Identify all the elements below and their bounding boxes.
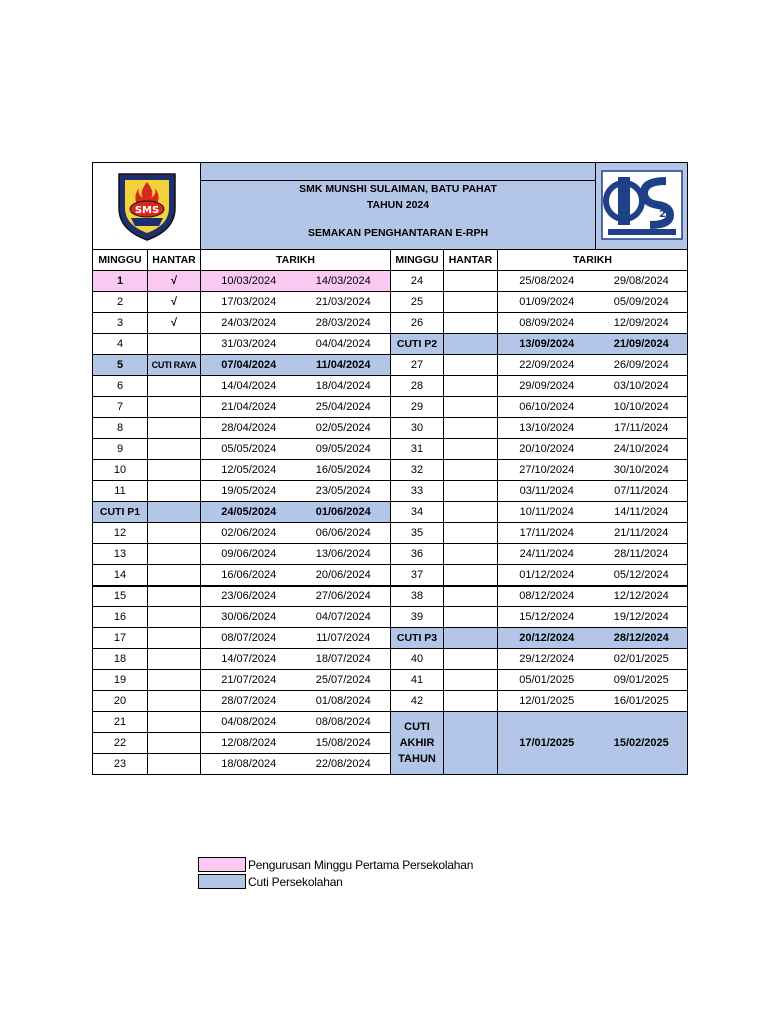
week-cell: 7: [93, 397, 148, 418]
erph-schedule-table: [92, 162, 688, 775]
table-row: [93, 376, 688, 397]
col-hantar-left: HANTAR: [148, 250, 201, 271]
date-end-cell: 05/09/2024: [596, 292, 688, 313]
hantar-cell: √: [148, 313, 201, 334]
date-start-cell: 18/08/2024: [201, 754, 297, 775]
week-cell: CUTI P1: [93, 502, 148, 523]
hantar-cell: [148, 523, 201, 544]
date-start-cell: 31/03/2024: [201, 334, 297, 355]
date-start-cell: 10/03/2024: [201, 271, 297, 292]
date-end-cell: 01/08/2024: [297, 691, 391, 712]
week-cell: 39: [391, 607, 444, 628]
date-start-cell: 12/01/2025: [498, 691, 596, 712]
document-title: SEMAKAN PENGHANTARAN E-RPH: [307, 227, 489, 239]
date-start-cell: 15/12/2024: [498, 607, 596, 628]
table-row: [93, 628, 688, 649]
anniversary-logo-cell: [596, 163, 688, 250]
week-cell: 25: [391, 292, 444, 313]
date-end-cell: 09/05/2024: [297, 439, 391, 460]
date-end-cell: 11/07/2024: [297, 628, 391, 649]
week-cell: 16: [93, 607, 148, 628]
date-end-cell: 04/04/2024: [297, 334, 391, 355]
date-end-cell: 01/06/2024: [297, 502, 391, 523]
hantar-cell: [148, 376, 201, 397]
col-minggu-right: MINGGU: [391, 250, 444, 271]
date-end-cell: 18/04/2024: [297, 376, 391, 397]
date-start-cell: 30/06/2024: [201, 607, 297, 628]
hantar-cell: [444, 418, 498, 439]
date-end-cell: 23/05/2024: [297, 481, 391, 502]
week-cell: 32: [391, 460, 444, 481]
date-end-cell: 11/04/2024: [297, 355, 391, 376]
hantar-cell: [444, 313, 498, 334]
date-start-cell: 17/11/2024: [498, 523, 596, 544]
hantar-cell: [444, 691, 498, 712]
hantar-cell: [148, 754, 201, 775]
date-end-cell: 17/11/2024: [596, 418, 688, 439]
week-cell: 36: [391, 544, 444, 565]
date-start-cell: 02/06/2024: [201, 523, 297, 544]
date-start-cell: 14/04/2024: [201, 376, 297, 397]
week-cell: 4: [93, 334, 148, 355]
date-end-cell: 21/11/2024: [596, 523, 688, 544]
hantar-cell: [444, 397, 498, 418]
date-start-cell: 08/07/2024: [201, 628, 297, 649]
week-cell: 23: [93, 754, 148, 775]
week-cell: 11: [93, 481, 148, 502]
hantar-cell: √: [148, 271, 201, 292]
legend-item-holiday: [198, 873, 473, 890]
hantar-cell: [444, 544, 498, 565]
school-crest-icon: [109, 168, 185, 242]
date-start-cell: 24/05/2024: [201, 502, 297, 523]
date-end-cell: 02/05/2024: [297, 418, 391, 439]
table-row: [93, 418, 688, 439]
week-cell: 33: [391, 481, 444, 502]
hantar-cell: [444, 376, 498, 397]
title-block: [201, 163, 596, 250]
school-logo-cell: [93, 163, 201, 250]
date-start-cell: 19/05/2024: [201, 481, 297, 502]
date-start-cell: 14/07/2024: [201, 649, 297, 670]
week-cell: 18: [93, 649, 148, 670]
hantar-cell: [444, 607, 498, 628]
date-end-cell: 08/08/2024: [297, 712, 391, 733]
column-header-row: [93, 250, 688, 271]
week-cell: 12: [93, 523, 148, 544]
hantar-cell: [148, 565, 201, 586]
date-start-cell: 06/10/2024: [498, 397, 596, 418]
date-end-cell: 29/08/2024: [596, 271, 688, 292]
week-cell: 28: [391, 376, 444, 397]
date-start-cell: 21/07/2024: [201, 670, 297, 691]
week-cell: 17: [93, 628, 148, 649]
date-end-cell: 02/01/2025: [596, 649, 688, 670]
date-end-cell: 22/08/2024: [297, 754, 391, 775]
date-end-cell: 10/10/2024: [596, 397, 688, 418]
week-cell: 30: [391, 418, 444, 439]
table-row: [93, 355, 688, 376]
date-end-cell: 12/12/2024: [596, 586, 688, 607]
date-start-cell: 05/01/2025: [498, 670, 596, 691]
date-start-cell: 17/03/2024: [201, 292, 297, 313]
hantar-cell: [148, 481, 201, 502]
week-cell: 21: [93, 712, 148, 733]
date-end-cell: 16/05/2024: [297, 460, 391, 481]
date-end-cell: 25/07/2024: [297, 670, 391, 691]
week-cell: 35: [391, 523, 444, 544]
legend-label: Pengurusan Minggu Pertama Persekolahan: [248, 857, 474, 872]
table-row: [93, 691, 688, 712]
legend: [198, 856, 473, 890]
week-cell: 31: [391, 439, 444, 460]
date-start-cell: 12/05/2024: [201, 460, 297, 481]
hantar-cell: [148, 586, 201, 607]
table-row: [93, 481, 688, 502]
hantar-cell: [444, 586, 498, 607]
week-cell: 15: [93, 586, 148, 607]
date-end-cell: 12/09/2024: [596, 313, 688, 334]
table-row: [93, 292, 688, 313]
hantar-cell: [148, 628, 201, 649]
year-end-break-start: 17/01/2025: [498, 712, 596, 775]
hantar-cell: [148, 439, 201, 460]
date-start-cell: 08/12/2024: [498, 586, 596, 607]
col-tarikh-right: TARIKH: [498, 250, 688, 271]
week-cell: 19: [93, 670, 148, 691]
date-start-cell: 05/05/2024: [201, 439, 297, 460]
date-end-cell: 05/12/2024: [596, 565, 688, 586]
week-cell: 8: [93, 418, 148, 439]
table-row: [93, 460, 688, 481]
table-row: [93, 334, 688, 355]
date-end-cell: 27/06/2024: [297, 586, 391, 607]
date-end-cell: 15/08/2024: [297, 733, 391, 754]
date-start-cell: 01/09/2024: [498, 292, 596, 313]
date-start-cell: 24/11/2024: [498, 544, 596, 565]
hantar-cell: [444, 523, 498, 544]
date-end-cell: 20/06/2024: [297, 565, 391, 586]
week-cell: 14: [93, 565, 148, 586]
date-end-cell: 28/12/2024: [596, 628, 688, 649]
date-start-cell: 03/11/2024: [498, 481, 596, 502]
date-start-cell: 29/09/2024: [498, 376, 596, 397]
week-cell: 22: [93, 733, 148, 754]
date-start-cell: 01/12/2024: [498, 565, 596, 586]
svg-text:25: 25: [658, 208, 673, 220]
date-start-cell: 29/12/2024: [498, 649, 596, 670]
week-cell: 13: [93, 544, 148, 565]
hantar-cell: [444, 670, 498, 691]
hantar-cell: [444, 271, 498, 292]
week-cell: 20: [93, 691, 148, 712]
week-cell: 3: [93, 313, 148, 334]
date-start-cell: 20/10/2024: [498, 439, 596, 460]
year-end-break-end: 15/02/2025: [596, 712, 688, 775]
date-end-cell: 30/10/2024: [596, 460, 688, 481]
date-start-cell: 04/08/2024: [201, 712, 297, 733]
date-end-cell: 21/03/2024: [297, 292, 391, 313]
table-row: [93, 544, 688, 565]
school-name: SMK MUNSHI SULAIMAN, BATU PAHAT: [299, 183, 497, 195]
date-start-cell: 22/09/2024: [498, 355, 596, 376]
legend-swatch-blue: [198, 874, 246, 889]
hantar-cell: [444, 502, 498, 523]
week-cell: 2: [93, 292, 148, 313]
date-start-cell: 10/11/2024: [498, 502, 596, 523]
table-row: [93, 271, 688, 292]
legend-label: Cuti Persekolahan: [248, 874, 343, 889]
hantar-cell: [444, 628, 498, 649]
table-row: [93, 502, 688, 523]
week-cell: 40: [391, 649, 444, 670]
date-end-cell: 14/03/2024: [297, 271, 391, 292]
hantar-cell: [444, 481, 498, 502]
hantar-cell: [444, 439, 498, 460]
hantar-cell: CUTI RAYA: [148, 355, 201, 376]
week-cell: 5: [93, 355, 148, 376]
date-start-cell: 07/04/2024: [201, 355, 297, 376]
date-start-cell: 21/04/2024: [201, 397, 297, 418]
date-start-cell: 28/04/2024: [201, 418, 297, 439]
date-start-cell: 24/03/2024: [201, 313, 297, 334]
hantar-cell: [148, 460, 201, 481]
hantar-cell: [148, 397, 201, 418]
date-end-cell: 07/11/2024: [596, 481, 688, 502]
date-start-cell: 12/08/2024: [201, 733, 297, 754]
week-cell: 24: [391, 271, 444, 292]
date-start-cell: 13/09/2024: [498, 334, 596, 355]
week-cell: 26: [391, 313, 444, 334]
date-start-cell: 13/10/2024: [498, 418, 596, 439]
legend-item-first-week: [198, 856, 473, 873]
date-end-cell: 09/01/2025: [596, 670, 688, 691]
week-cell: 9: [93, 439, 148, 460]
week-cell: CUTI P2: [391, 334, 444, 355]
date-start-cell: 16/06/2024: [201, 565, 297, 586]
col-minggu-left: MINGGU: [93, 250, 148, 271]
date-end-cell: 18/07/2024: [297, 649, 391, 670]
hantar-cell: √: [148, 292, 201, 313]
week-cell: CUTI P3: [391, 628, 444, 649]
table-row: [93, 439, 688, 460]
week-cell: 1: [93, 271, 148, 292]
hantar-cell: [148, 418, 201, 439]
col-hantar-right: HANTAR: [444, 250, 498, 271]
table-row: [93, 565, 688, 586]
header-row: [93, 163, 688, 250]
svg-text:SMS: SMS: [134, 204, 159, 216]
hantar-cell: [148, 334, 201, 355]
hantar-cell: [148, 691, 201, 712]
date-start-cell: 23/06/2024: [201, 586, 297, 607]
anniversary-logo-icon: [600, 167, 684, 243]
date-start-cell: 28/07/2024: [201, 691, 297, 712]
table-row: [93, 607, 688, 628]
week-cell: 27: [391, 355, 444, 376]
col-tarikh-left: TARIKH: [201, 250, 391, 271]
table-row: [93, 397, 688, 418]
week-cell: 10: [93, 460, 148, 481]
table-row: [93, 649, 688, 670]
hantar-cell: [148, 670, 201, 691]
table-row: [93, 313, 688, 334]
date-end-cell: 16/01/2025: [596, 691, 688, 712]
table-row: [93, 523, 688, 544]
date-end-cell: 14/11/2024: [596, 502, 688, 523]
hantar-cell: [148, 733, 201, 754]
legend-swatch-pink: [198, 857, 246, 872]
week-cell: 38: [391, 586, 444, 607]
date-start-cell: 25/08/2024: [498, 271, 596, 292]
hantar-cell: [444, 292, 498, 313]
date-end-cell: 21/09/2024: [596, 334, 688, 355]
year-label: TAHUN 2024: [366, 199, 430, 211]
date-start-cell: 27/10/2024: [498, 460, 596, 481]
date-start-cell: 20/12/2024: [498, 628, 596, 649]
date-end-cell: 04/07/2024: [297, 607, 391, 628]
table-row: [93, 670, 688, 691]
week-cell: 42: [391, 691, 444, 712]
week-cell: 37: [391, 565, 444, 586]
hantar-cell: [148, 712, 201, 733]
date-end-cell: 03/10/2024: [596, 376, 688, 397]
hantar-cell: [148, 544, 201, 565]
hantar-cell: [148, 649, 201, 670]
year-end-break-label: CUTI AKHIR TAHUN: [391, 712, 444, 775]
date-start-cell: 09/06/2024: [201, 544, 297, 565]
hantar-cell: [148, 607, 201, 628]
hantar-cell: [444, 334, 498, 355]
year-end-break-hantar: [444, 712, 498, 775]
week-cell: 41: [391, 670, 444, 691]
date-end-cell: 06/06/2024: [297, 523, 391, 544]
date-end-cell: 13/06/2024: [297, 544, 391, 565]
table-row: [93, 712, 688, 733]
hantar-cell: [444, 565, 498, 586]
date-start-cell: 08/09/2024: [498, 313, 596, 334]
week-cell: 29: [391, 397, 444, 418]
hantar-cell: [444, 460, 498, 481]
date-end-cell: 24/10/2024: [596, 439, 688, 460]
week-cell: 34: [391, 502, 444, 523]
date-end-cell: 28/11/2024: [596, 544, 688, 565]
hantar-cell: [444, 355, 498, 376]
hantar-cell: [444, 649, 498, 670]
week-cell: 6: [93, 376, 148, 397]
date-end-cell: 26/09/2024: [596, 355, 688, 376]
hantar-cell: [148, 502, 201, 523]
table-row: [93, 586, 688, 607]
date-end-cell: 28/03/2024: [297, 313, 391, 334]
date-end-cell: 19/12/2024: [596, 607, 688, 628]
date-end-cell: 25/04/2024: [297, 397, 391, 418]
